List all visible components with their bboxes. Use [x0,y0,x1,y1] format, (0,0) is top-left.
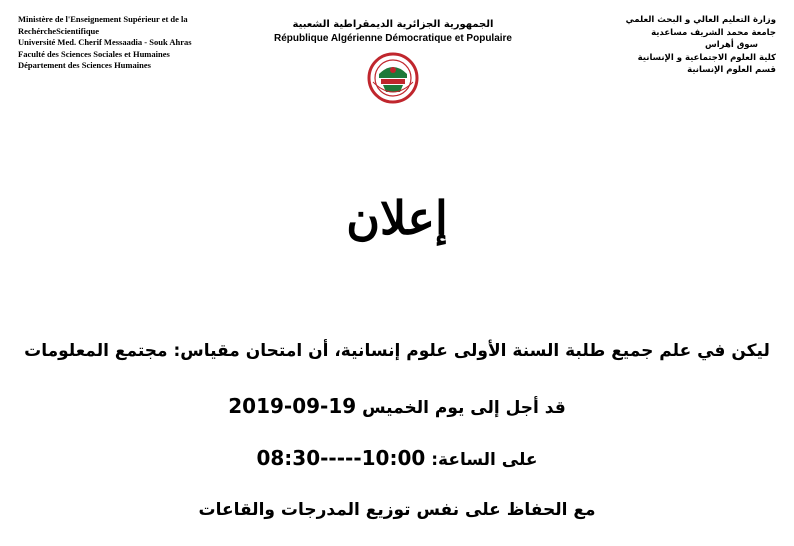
ministry-name-fr: Ministère de l'Enseignement Supérieur et de la [18,14,188,24]
announcement-line-2 [20,393,774,421]
department-name-ar: قسم العلوم الإنسانية [687,65,776,75]
announcement-line-1: ليكن في علم جميع طلبة السنة الأولى علوم إنسانية، أن امتحان مقياس: مجتمع المعلومات [24,341,770,361]
announcement-line-4: مع الحفاظ على نفس توزيع المدرجات والقاعات [198,500,596,520]
university-name-ar: جامعة محمد الشريف مساعدية [651,27,776,38]
time-label: على الساعة: [431,450,538,470]
university-name-fr: Université Med. Cherif Messaadia - Souk Ahras [18,37,192,47]
announcement-title: إعلان [346,191,448,245]
header-right-arabic [606,14,776,77]
department-name-fr: Département des Sciences Humaines [18,60,151,70]
republic-name-fr: République Algérienne Démocratique et Populaire [273,33,512,44]
ministry-name-fr-cont: RechércheScientifique [18,25,100,36]
faculty-name-ar: كلية العلوم الاجتماعية و الإنسانية [637,52,776,63]
ministry-name-ar: وزارة التعليم العالي و البحث العلمي [625,15,776,25]
exam-date: 2019-09-19 [228,394,357,418]
announcement-line-3 [20,445,774,473]
faculty-name-fr: Faculté des Sciences Sociales et Humaines [18,48,170,59]
header-left-french [18,14,218,72]
postponed-text: قد أجل إلى يوم الخميس [362,398,566,418]
exam-time: 08:30-----10:00 [256,446,426,470]
republic-name-ar: الجمهورية الجزائرية الديمقراطية الشعبية [292,19,494,30]
city-name-ar: سوق أهراس [705,40,758,50]
header-center [258,18,528,104]
university-seal-icon [367,52,419,104]
